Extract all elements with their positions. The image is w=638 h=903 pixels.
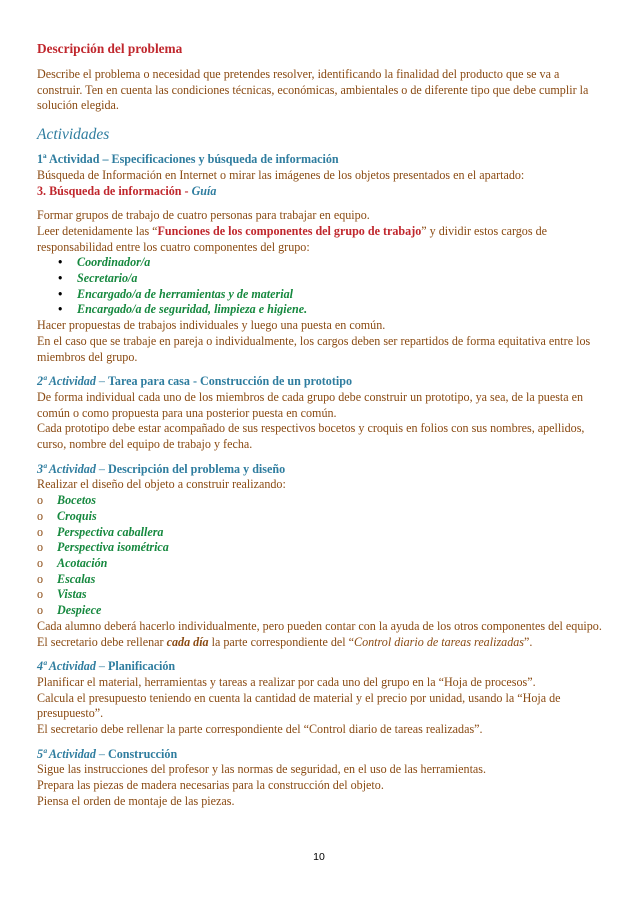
design-item: o Vistas [37, 587, 607, 603]
activity-5-number: 5ª Actividad [37, 746, 96, 761]
activity-3-p3-a: El secretario debe rellenar [37, 634, 167, 649]
activity-3-p3-c: la parte correspondiente del “ [208, 634, 355, 649]
design-item: o Perspectiva isométrica [37, 540, 607, 556]
activity-3-p3-e: ”. [524, 634, 533, 649]
activity-3-sep: – [95, 461, 108, 476]
activity-3-p3 [37, 635, 607, 651]
design-item: o Acotación [37, 556, 607, 572]
role-secretary: • Secretario/a [37, 271, 607, 287]
activity-2-heading [37, 374, 607, 390]
activity-5-sep: – [95, 746, 108, 761]
activity-2-p2: Cada prototipo debe estar acompañado de sus respectivos bocetos y croquis en folios con sus nombres, apellidos, curso, nombre del equipo de trabajo y fecha. [37, 421, 585, 452]
design-items-list [37, 493, 607, 619]
activity-5-p1: Sigue las instrucciones del profesor y las normas de seguridad, en el uso de las herramientas. [37, 762, 487, 777]
activity-2-number: 2ª Actividad [37, 374, 96, 389]
activity-1-p3: Hacer propuestas de trabajos individuales y luego una puesta en común. [37, 318, 386, 333]
activity-1-sep: – [99, 152, 112, 167]
role-tools: • Encargado/a de herramientas y de material [37, 287, 607, 303]
activity-1-ref-sep: - [181, 183, 192, 198]
activity-3-heading [37, 462, 607, 478]
activity-1-p2-c: ” y dividir estos cargos de responsabilidad entre los cuatro componentes del grupo: [37, 223, 547, 254]
activity-1-ref-section: 3. Búsqueda de información [37, 183, 182, 198]
activity-4-sep: – [95, 659, 108, 674]
activity-5-heading [37, 747, 607, 763]
page-number: 10 [313, 851, 325, 863]
activity-1-p1: Formar grupos de trabajo de cuatro personas para trabajar en equipo. [37, 208, 370, 223]
design-item: o Bocetos [37, 493, 607, 509]
activity-1-title: Especificaciones y búsqueda de información [111, 152, 339, 167]
activity-3-title: Descripción del problema y diseño [107, 461, 286, 476]
activity-1-p4: En el caso que se trabaje en pareja o individualmente, los cargos deben ser repartidos de forma equitativa entre los miembros del grupo. [37, 333, 591, 364]
activity-3-p3-d: Control diario de tareas realizadas [354, 634, 525, 649]
activity-4-p3: El secretario debe rellenar la parte correspondiente del “Control diario de tareas realizadas”. [37, 722, 483, 737]
activity-4-number: 4ª Actividad [37, 659, 96, 674]
activity-4-p2: Calcula el presupuesto teniendo en cuenta la cantidad de material y el precio por unidad, usando la “Hoja de presupuesto”. [37, 690, 561, 721]
activity-1-ref [37, 184, 607, 200]
activities-title: Actividades [37, 126, 110, 144]
problem-title: Descripción del problema [37, 41, 183, 56]
activity-5-p3: Piensa el orden de montaje de las piezas. [37, 793, 235, 808]
activity-1-p2 [37, 224, 607, 255]
activity-3-p1: Realizar el diseño del objeto a construir realizando: [37, 477, 286, 492]
activity-4-title: Planificación [107, 659, 176, 674]
activity-4-heading [37, 659, 607, 675]
role-coordinator: • Coordinador/a [37, 255, 607, 271]
design-item: o Croquis [37, 509, 607, 525]
activity-1-heading [37, 152, 607, 168]
activity-1-p2-b: Funciones de los componentes del grupo de trabajo [157, 223, 422, 238]
design-item: o Perspectiva caballera [37, 525, 607, 541]
activity-5-p2: Prepara las piezas de madera necesarias para la construcción del objeto. [37, 778, 384, 793]
design-item: o Despiece [37, 603, 607, 619]
activity-1-ref-guide: Guía [191, 183, 217, 198]
activity-1-line1: Búsqueda de Información en Internet o mirar las imágenes de los objetos presentados en el apartado: [37, 167, 525, 182]
role-safety: • Encargado/a de seguridad, limpieza e higiene. [37, 302, 607, 318]
activity-2-p1: De forma individual cada uno de los miembros de cada grupo debe construir un prototipo, ya sea, de la puesta en común o como propuesta para una posterior puesta en común. [37, 389, 584, 420]
activity-3-p3-b: cada día [166, 634, 209, 649]
activity-4-p1: Planificar el material, herramientas y tareas a realizar por cada uno del grupo en la “Hoja de procesos”. [37, 674, 536, 689]
activity-5-title: Construcción [107, 746, 178, 761]
roles-list [37, 255, 607, 318]
activity-2-title: Tarea para casa - Construcción de un prototipo [107, 374, 352, 389]
activity-3-p2: Cada alumno deberá hacerlo individualmente, pero pueden contar con la ayuda de los otros componentes del equipo. [37, 618, 602, 633]
problem-text: Describe el problema o necesidad que pretendes resolver, identificando la finalidad del producto que se va a construir. Ten en cuenta las condiciones técnicas, económicas, ambientales o de diferente tipo que debe cumplir la solución elegida. [37, 67, 589, 113]
page-content [37, 41, 607, 810]
activity-2-sep: – [95, 374, 108, 389]
design-item: o Escalas [37, 572, 607, 588]
activity-1-number: 1ª Actividad [37, 152, 100, 167]
activity-1-p2-a: Leer detenidamente las “ [37, 223, 158, 238]
activity-3-number: 3ª Actividad [37, 461, 96, 476]
